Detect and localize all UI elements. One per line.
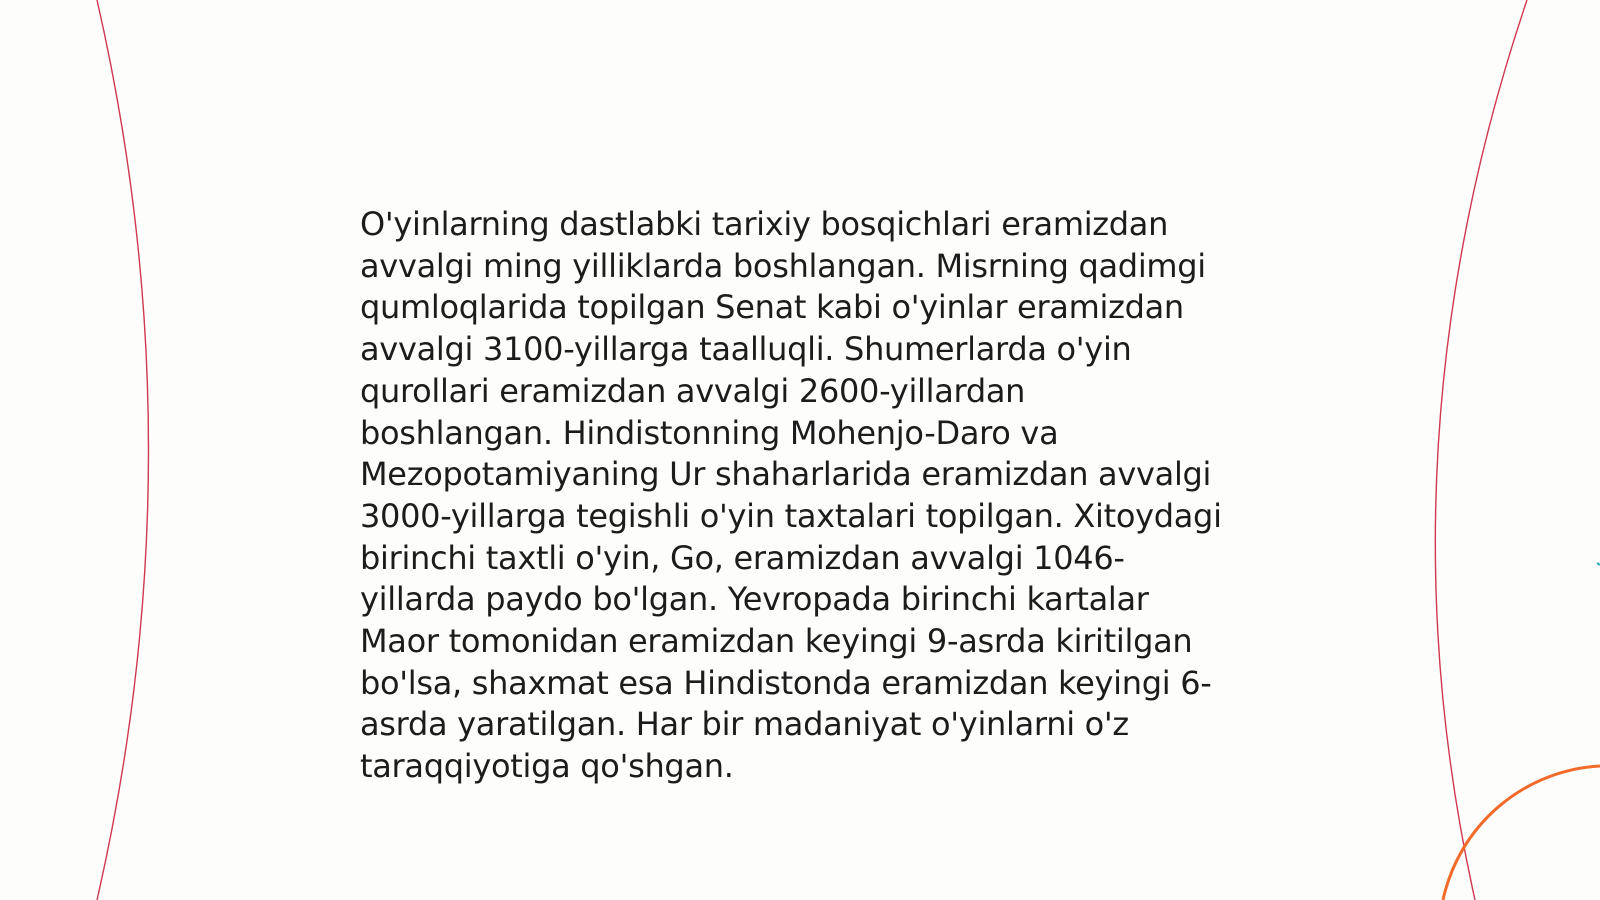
left-curve-line bbox=[97, 0, 149, 900]
body-paragraph: O'yinlarning dastlabki tarixiy bosqichlari eramizdan avvalgi ming yilliklarda boshlangan. Misrning qadimgi qumloqlarida topilgan Senat kabi o'yinlar eramizdan avvalgi 3100-yillarga taalluqli. Shumerlarda o'yin qurollari eramizdan avvalgi 2600-yillardan boshlangan. Hindistonning Mohenjo-Daro va Mezopotamiyaning Ur shaharlarida eramizdan avvalgi 3000-yillarga tegishli o'yin taxtalari topilgan. Xitoydagi birinchi taxtli o'yin, Go, eramizdan avvalgi 1046- yillarda paydo bo'lgan. Yevropada birinchi kartalar Maor tomonidan eramizdan keyingi 9-asrda kiritilgan bo'lsa, shaxmat esa Hindistonda eramizdan keyingi 6- asrda yaratilgan. Har bir madaniyat o'yinlarni o'z taraqqiyotiga qo'shgan. bbox=[360, 205, 1222, 786]
orange-arc-shape bbox=[1443, 766, 1600, 900]
right-curve-line bbox=[1435, 0, 1527, 900]
